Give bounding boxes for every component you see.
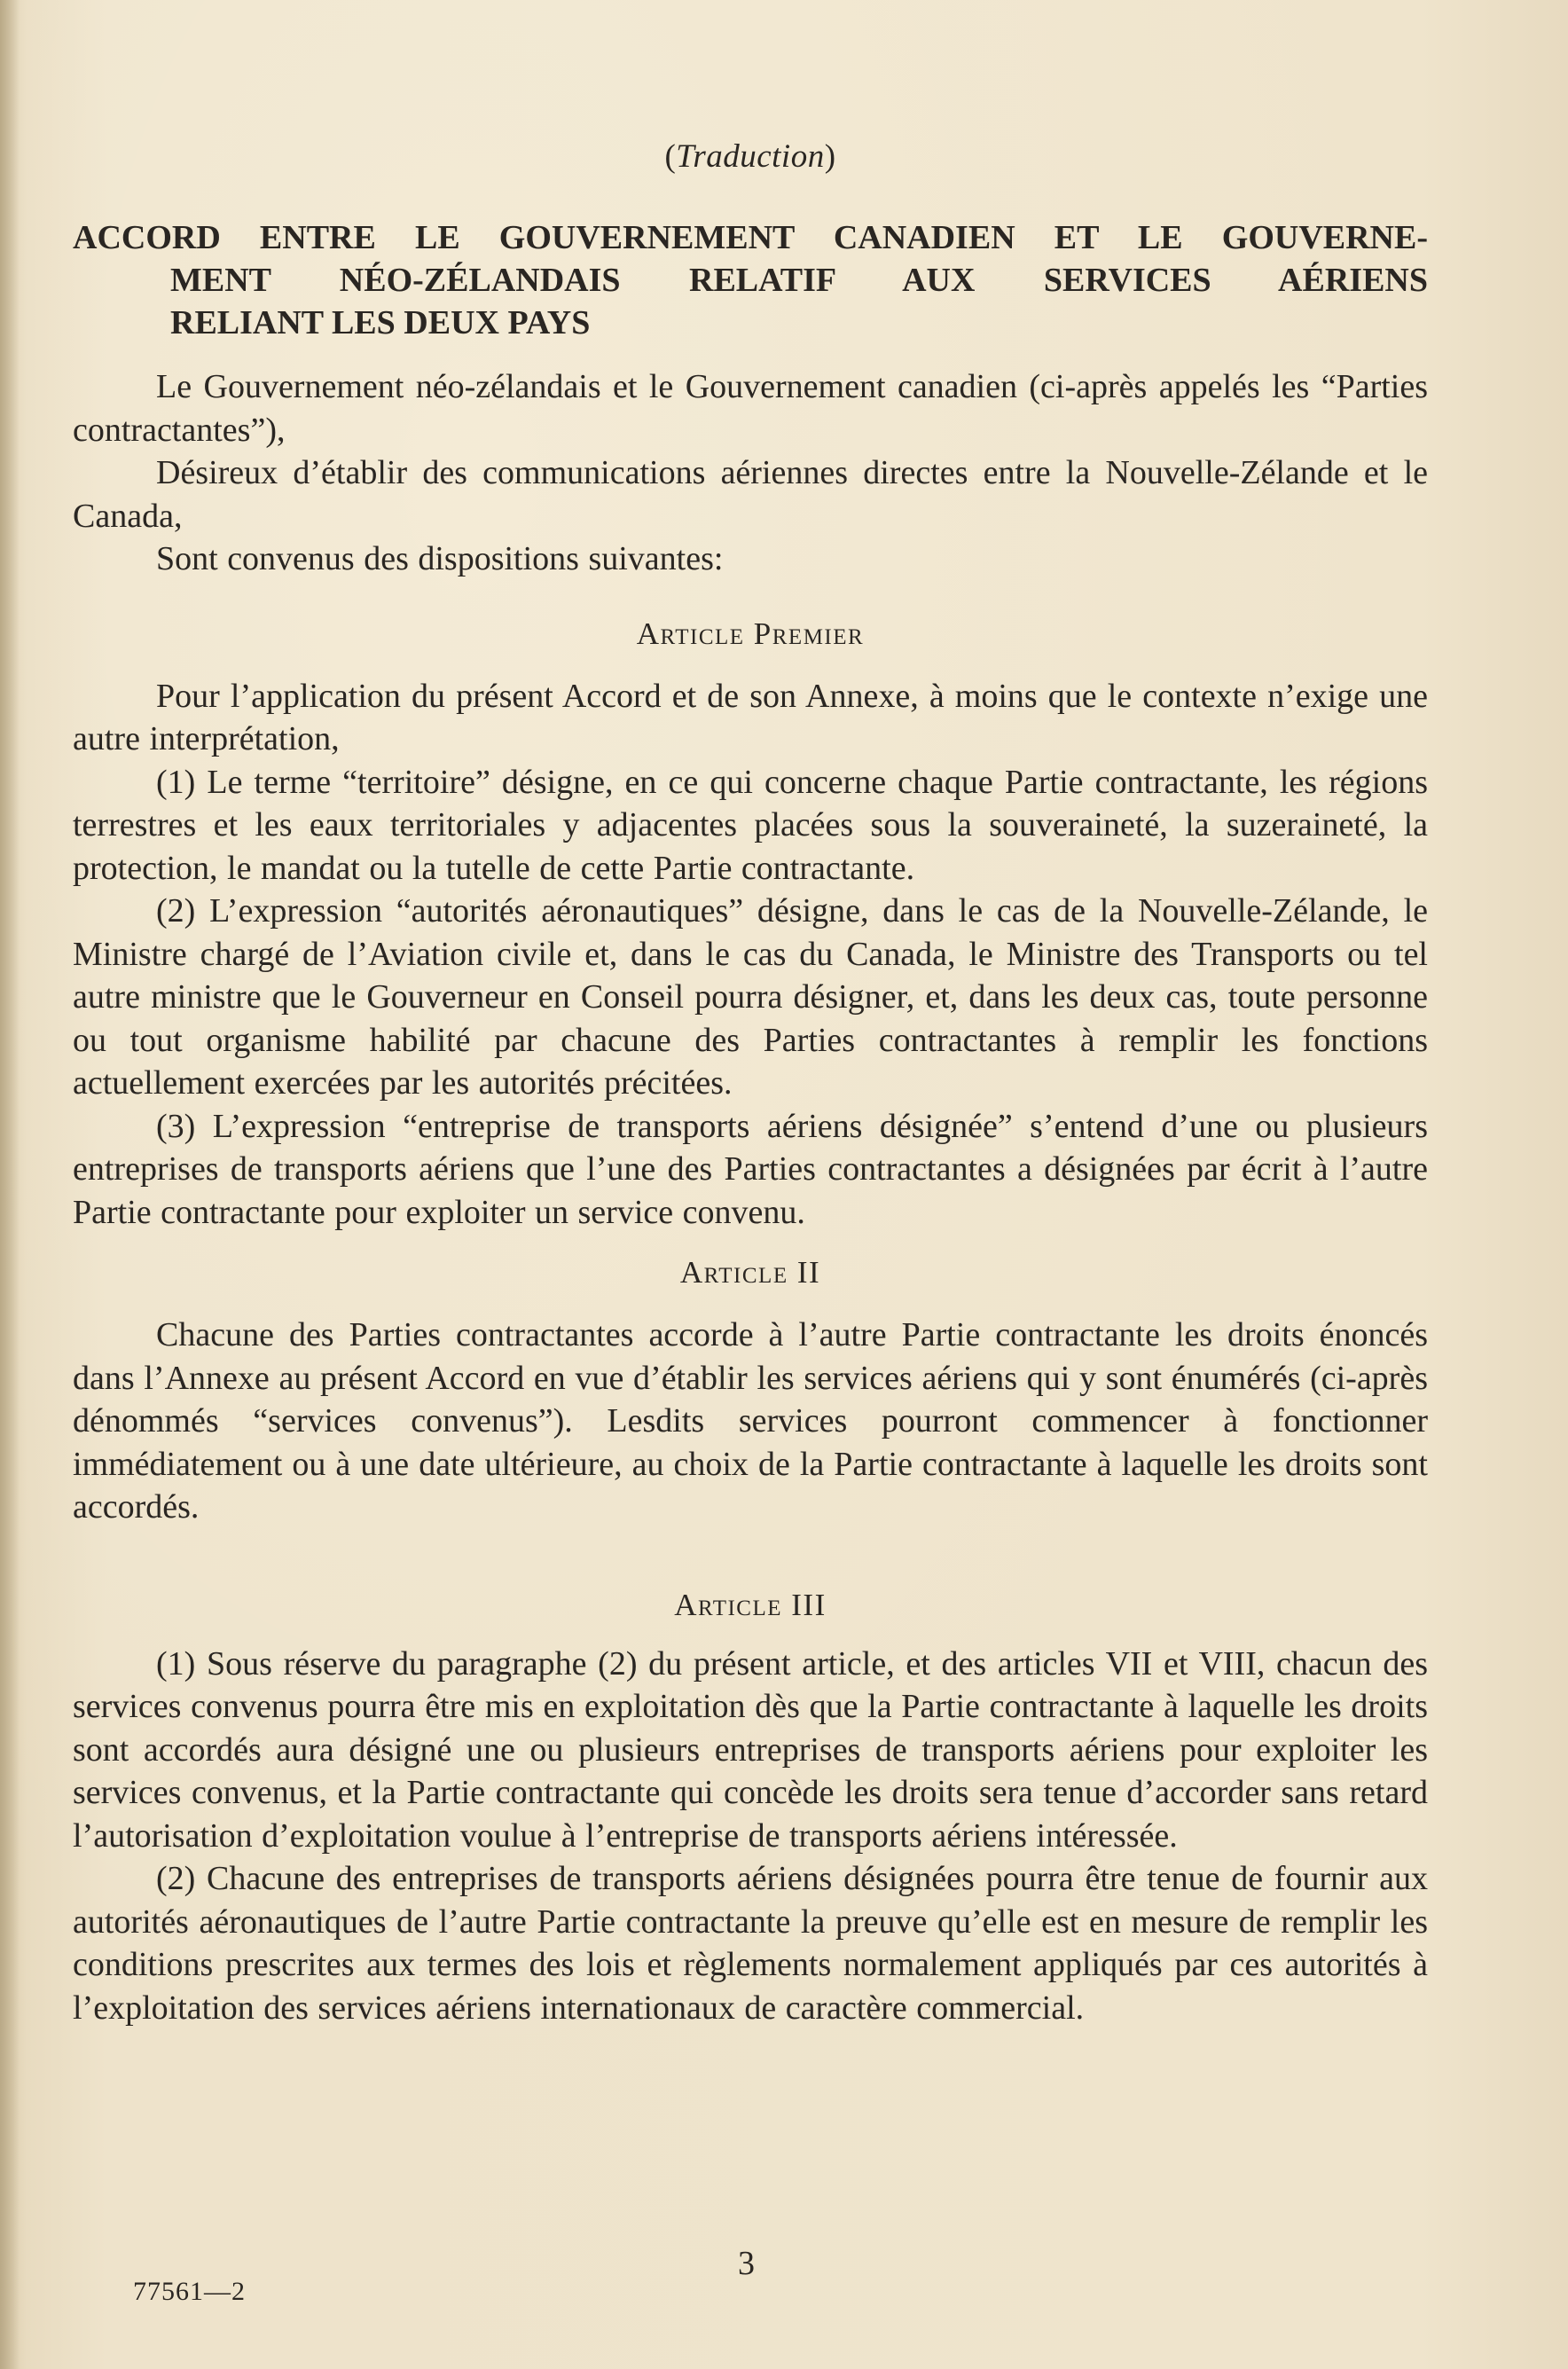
article-3-paragraph-2: (2) Chacune des entreprises de transports aériens désignées pourra être tenue de fournir aux autorités aéronautiques de l’autre Partie contractante la preuve qu’elle est en mesure de remplir les conditions prescrites aux termes des lois et règlements normalement appliqués par ces autorités à l’exploitation des services aériens internationaux de caractère commercial. [73, 1860, 1428, 2027]
title-line-3: RELIANT LES DEUX PAYS [170, 304, 591, 341]
title-line-1: ACCORD ENTRE LE GOUVERNEMENT CANADIEN ET LE GOUVERNE- [73, 219, 1428, 256]
printer-reference: 77561—2 [133, 2277, 246, 2306]
article-1-paragraph-1: Pour l’application du présent Accord et de son Annexe, à moins que le contexte n’exige une autre interprétation, [73, 677, 1428, 757]
title-line-2: MENT NÉO-ZÉLANDAIS RELATIF AUX SERVICES AÉRIENS [170, 262, 1428, 299]
article-2-paragraph-1: Chacune des Parties contractantes accorde à l’autre Partie contractante les droits énoncés dans l’Annexe au présent Accord en vue d’établir les services aériens qui y sont énumérés (ci-après dénommés “services convenus”). Lesdits services pourront commencer à fonctionner immédiatement ou à une date ultérieure, au choix de la Partie contractante à laquelle les droits sont accordés. [73, 1316, 1428, 1526]
article-3-paragraph-1: (1) Sous réserve du paragraphe (2) du présent article, et des articles VII et VIII, chacun des services convenus pourra être mis en exploitation dès que la Partie contractante à laquelle les droits sont accordés aura désigné une ou plusieurs entreprises de transports aériens pour exploiter les services convenus, et la Partie contractante qui concède les droits sera tenue d’accorder sans retard l’autorisation d’exploitation voulue à l’entreprise de transports aériens intéressée. [73, 1644, 1428, 1855]
article-1 [73, 616, 1428, 1235]
translation-label: (Traduction) [664, 138, 836, 175]
article-1-heading: Article Premier [636, 616, 865, 651]
preamble-paragraph-3: Sont convenus des dispositions suivantes: [156, 540, 724, 577]
preamble-paragraph-1: Le Gouvernement néo-zélandais et le Gouvernement canadien (ci-après appelés les “Parties contractantes”), [73, 368, 1428, 449]
page-number: 3 [738, 2245, 755, 2282]
article-2 [73, 1255, 1428, 1529]
article-1-paragraph-2: (1) Le terme “territoire” désigne, en ce qui concerne chaque Partie contractante, les régions terrestres et les eaux territoriales y adjacentes placées sous la souveraineté, la suzeraineté, la protection, le mandat ou la tutelle de cette Partie contractante. [73, 763, 1428, 887]
article-3-heading: Article III [674, 1587, 827, 1622]
translation-label-text: Traduction [676, 138, 825, 175]
article-1-paragraph-3: (2) L’expression “autorités aéronautiques” désigne, dans le cas de la Nouvelle-Zélande, le Ministre chargé de l’Aviation civile et, dans le cas du Canada, le Ministre des Transports ou tel autre ministre que le Gouverneur en Conseil pourra désigner, et, dans les deux cas, toute personne ou tout organisme habilité par chacune des Parties contractantes à remplir les fonctions actuellement exercées par les autorités précitées. [73, 892, 1428, 1102]
preamble [73, 365, 1428, 581]
page-fold-shadow [0, 0, 20, 2369]
article-2-heading: Article II [679, 1255, 821, 1290]
preamble-paragraph-2: Désireux d’établir des communications aériennes directes entre la Nouvelle-Zélande et le Canada, [73, 454, 1428, 535]
article-1-paragraph-4: (3) L’expression “entreprise de transports aériens désignée” s’entend d’une ou plusieurs entreprises de transports aériens que l’une des Parties contractantes a désignées par écrit à l’autre Partie contractante pour exploiter un service convenu. [73, 1107, 1428, 1231]
article-3 [73, 1588, 1428, 2030]
document-title [73, 216, 1428, 344]
document-body [73, 137, 1428, 2029]
